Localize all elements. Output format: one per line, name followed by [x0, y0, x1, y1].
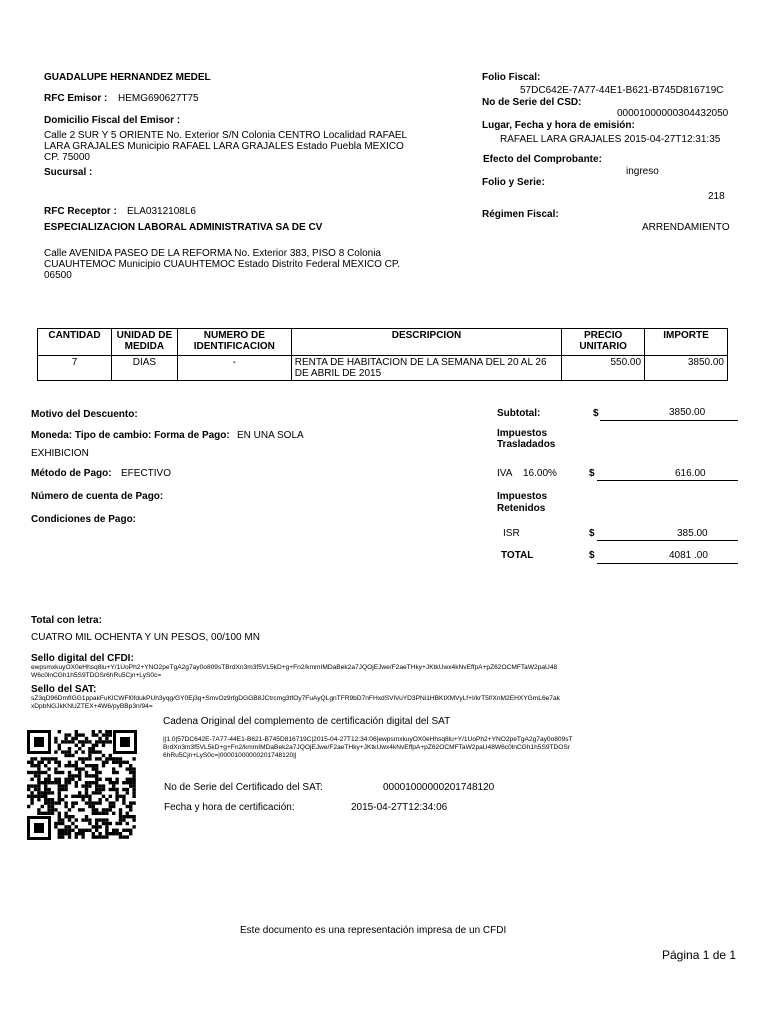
lugar: RAFAEL LARA GRAJALES 2015-04-27T12:31:35 — [500, 134, 721, 145]
cell-unidad: DIAS — [111, 356, 177, 381]
trasladados-label-1: Impuestos — [497, 428, 548, 439]
cell-precio: 550.00 — [562, 356, 645, 381]
regimen-label: Régimen Fiscal: — [482, 209, 559, 220]
emisor-domicilio-label: Domicilio Fiscal del Emisor : — [44, 115, 181, 126]
table-row — [38, 356, 728, 381]
representacion-impresa: Este documento es una representación impresa de un CFDI — [240, 925, 507, 936]
trasladados-label-2: Trasladados — [497, 439, 556, 450]
efecto-label: Efecto del Comprobante: — [483, 154, 602, 165]
header-identificacion: NUMERO DE IDENTIFICACION — [177, 329, 291, 356]
emisor-sucursal-label: Sucursal : — [44, 167, 93, 178]
isr-label: ISR — [503, 528, 520, 539]
moneda-label: Moneda: Tipo de cambio: Forma de Pago: — [31, 430, 230, 441]
serie-sat-label: No de Serie del Certificado del SAT: — [164, 782, 323, 793]
retenidos-label-2: Retenidos — [497, 503, 546, 514]
iva-underline — [597, 480, 738, 481]
condiciones-pago-label: Condiciones de Pago: — [31, 514, 137, 525]
total-underline — [597, 563, 738, 564]
iva-currency: $ — [589, 468, 595, 479]
metodo-pago: EFECTIVO — [121, 468, 172, 479]
serie-sat: 00001000000201748120 — [383, 782, 495, 793]
iva-label: IVA — [497, 468, 513, 479]
forma-pago-2: EXHIBICION — [31, 448, 89, 459]
table-header-row — [38, 329, 728, 356]
emisor-domicilio: Calle 2 SUR Y 5 ORIENTE No. Exterior S/N Colonia CENTRO Localidad RAFAEL LARA GRAJALES Municipio RAFAEL LARA GRAJALES Estado Puebla MEXICO CP. 75000 — [44, 130, 407, 163]
total-letra: CUATRO MIL OCHENTA Y UN PESOS, 00/100 MN — [31, 632, 260, 643]
total-value: 4081 .00 — [669, 550, 708, 561]
total-label: TOTAL — [501, 550, 534, 561]
header-descripcion: DESCRIPCION — [291, 329, 561, 356]
folio-fiscal: 57DC642E-7A77-44E1-B621-B745D816719C — [520, 85, 724, 96]
sello-sat: sZ3qD96DmfIGG1ppakFuKlCWFl0fdukPUh3yqg/GY0Ej3q+SmvOz9rfgDGGB8JCtrcmg3tfOy7FuAyQLgnTFR9bD7nFHxdSVlVuYD3PNi1HBKtXMVyLf+I/krT5f/XnM2EHXYGmL6e7akxDpbNGJkKNUZTEX+4W6/pyBBp3n/94= — [31, 695, 560, 710]
folio-fiscal-label: Folio Fiscal: — [482, 72, 541, 83]
emisor-rfc: HEMG690627T75 — [118, 93, 199, 104]
cell-cantidad: 7 — [38, 356, 112, 381]
total-currency: $ — [589, 550, 595, 561]
isr-underline — [597, 540, 738, 541]
header-cantidad: CANTIDAD — [38, 329, 112, 356]
receptor-rfc-label: RFC Receptor : — [44, 206, 117, 217]
cell-descripcion: RENTA DE HABITACION DE LA SEMANA DEL 20 AL 26 DE ABRIL DE 2015 — [291, 356, 561, 381]
pagina-indicador: Página 1 de 1 — [662, 948, 737, 962]
header-importe: IMPORTE — [645, 329, 728, 356]
subtotal-underline — [600, 420, 738, 421]
sello-sat-label: Sello del SAT: — [31, 684, 97, 695]
serie-csd-label: No de Serie del CSD: — [482, 97, 582, 108]
cell-importe: 3850.00 — [645, 356, 728, 381]
folio-serie-label: Folio y Serie: — [482, 177, 545, 188]
retenidos-label-1: Impuestos — [497, 491, 548, 502]
sello-cfdi-label: Sello digital del CFDI: — [31, 653, 134, 664]
efecto: ingreso — [626, 166, 659, 177]
subtotal-currency: $ — [593, 408, 599, 419]
subtotal-value: 3850.00 — [669, 407, 706, 418]
emisor-nombre: GUADALUPE HERNANDEZ MEDEL — [44, 72, 211, 83]
lugar-label: Lugar, Fecha y hora de emisión: — [482, 120, 635, 131]
sello-cfdi: ewpsmxkuyOX0eHhsq8lu+Y/1UoPh2+YNO2peTgA2g7ay0o809sTBrdXn3m3f5VL5kD+g+Fn2/kmmIMDaBek2a7JQOjEJwe/F2aeTHky+JKtkUwx4kNvEffpA+pZ62OCMFTaW2paU48W6c0lnCGh1h5S9TDOSr6hRu5Cjn+LyS0c= — [31, 664, 558, 679]
subtotal-label: Subtotal: — [497, 408, 541, 419]
regimen: ARRENDAMIENTO — [642, 222, 730, 233]
total-letra-label: Total con letra: — [31, 615, 102, 626]
fecha-cert: 2015-04-27T12:34:06 — [351, 802, 448, 813]
isr-value: 385.00 — [677, 528, 708, 539]
cuenta-pago-label: Número de cuenta de Pago: — [31, 491, 164, 502]
folio-serie: 218 — [708, 191, 725, 202]
qr-code-icon — [27, 730, 137, 840]
iva-rate: 16.00% — [523, 468, 557, 479]
iva-value: 616.00 — [675, 468, 706, 479]
serie-csd: 00001000000304432050 — [617, 108, 729, 119]
receptor-domicilio: Calle AVENIDA PASEO DE LA REFORMA No. Exterior 383, PISO 8 Colonia CUAUHTEMOC Municipio CUAUHTEMOC Estado Distrito Federal MEXICO CP. 06500 — [44, 248, 401, 281]
metodo-pago-label: Método de Pago: — [31, 468, 112, 479]
isr-currency: $ — [589, 528, 595, 539]
motivo-descuento-label: Motivo del Descuento: — [31, 409, 138, 420]
header-unidad: UNIDAD DE MEDIDA — [111, 329, 177, 356]
receptor-nombre: ESPECIALIZACION LABORAL ADMINISTRATIVA SA DE CV — [44, 222, 323, 233]
cadena-original: ||1.0|57DC642E-7A77-44E1-B621-B745D816719C|2015-04-27T12:34:06|ewpsmxkuyOX0eHhsq8lu+Y/1UoPh2+YNO2peTgA2g7ay0o809sTBrdXn3m3f5VL5kD+g+Fn2/kmmIMDaBek2a7JQOjEJwe/F2aeTHky+JKtkUwx4kNvEffpA+pZ62OCMFTaW2paU48W6c0lnCGh1h5S9TDOSr6hRu5Cjn+LyS0c=|00001000000201748120|| — [163, 736, 573, 759]
emisor-rfc-label: RFC Emisor : — [44, 93, 108, 104]
header-precio: PRECIO UNITARIO — [562, 329, 645, 356]
cadena-original-label: Cadena Original del complemento de certificación digital del SAT — [163, 716, 451, 727]
fecha-cert-label: Fecha y hora de certificación: — [164, 802, 295, 813]
receptor-rfc: ELA0312108L6 — [127, 206, 196, 217]
forma-pago: EN UNA SOLA — [237, 430, 304, 441]
cell-identificacion: - — [177, 356, 291, 381]
conceptos-table — [37, 328, 728, 381]
